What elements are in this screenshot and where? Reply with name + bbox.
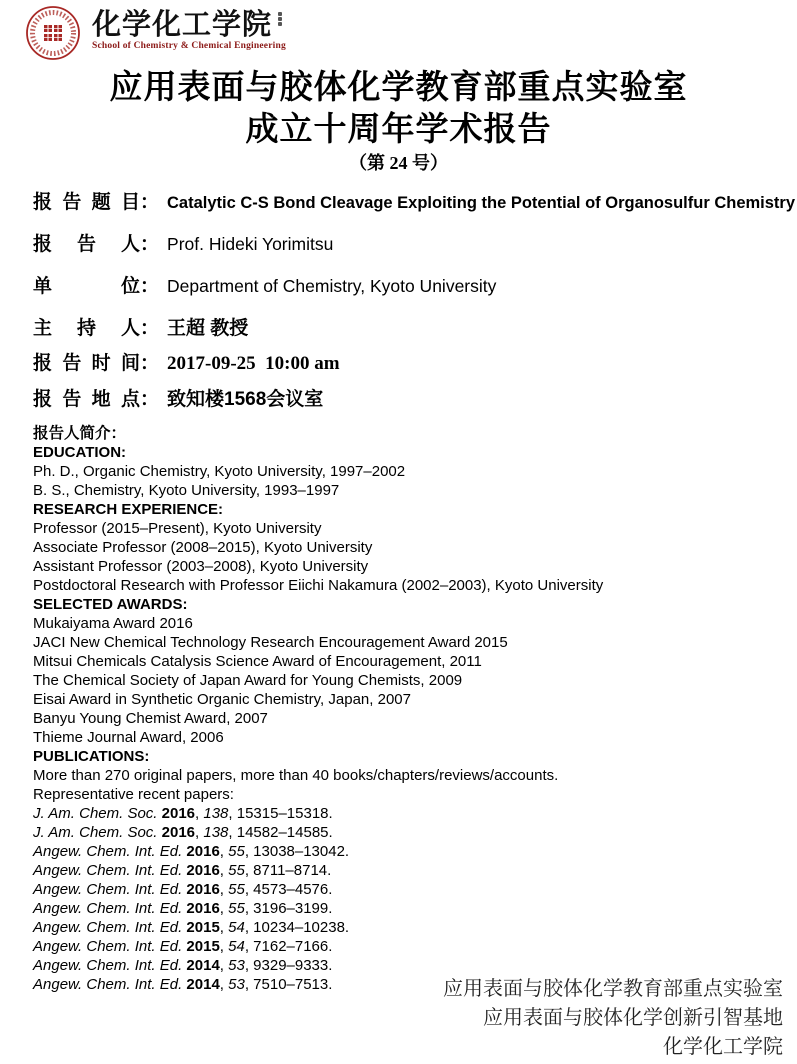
bio-line: More than 270 original papers, more than 40 books/chapters/reviews/accounts. [33,767,559,784]
publication-item [33,861,797,880]
bio-line: Professor (2015–Present), Kyoto University [33,520,322,537]
citation-segment: 54 [228,938,245,955]
bio-line: Mitsui Chemicals Catalysis Science Award of Encouragement, 2011 [33,653,482,670]
info-row-value: Catalytic C-S Bond Cleavage Exploiting the Potential of Organosulfur Chemistry [167,194,796,212]
info-row-colon: ： [140,234,160,255]
school-name-en: School of Chemistry & Chemical Engineering [92,41,286,51]
bio-line: B. S., Chemistry, Kyoto University, 1993–1997 [33,482,340,499]
citation-segment: Angew. Chem. Int. Ed. [33,976,183,993]
citation-segment: , 13038–13042. [244,843,350,860]
page-title-line2: 成立十周年学术报告 [245,110,552,147]
citation-segment: Angew. Chem. Int. Ed. [33,843,183,860]
citation-segment: , [219,881,229,898]
info-row-label: 报 告 人 [33,234,140,255]
publication-item [33,918,797,937]
footer-line: 化学化工学院 [663,1036,783,1058]
citation-segment: , [219,938,229,955]
info-row-colon: ： [140,389,160,410]
bio-line: Postdoctoral Research with Professor Eiichi Nakamura (2002–2003), Kyoto University [33,577,604,594]
citation-segment: , [219,957,229,974]
citation-segment: , [219,862,229,879]
info-row-colon: ： [140,276,160,297]
citation-segment: 2015 [186,938,220,955]
citation-segment: 2016 [186,900,220,917]
citation-segment: , 14582–14585. [228,824,333,841]
school-seal-svg [24,5,82,61]
citation-segment: , 7162–7166. [244,938,333,955]
citation-segment: , 15315–15318. [228,805,333,822]
bio-lines [33,443,797,804]
citation-segment: , [195,805,204,822]
info-row-value: Prof. Hideki Yorimitsu [167,234,334,254]
publication-item [33,899,797,918]
info-row [33,187,797,215]
info-row [33,229,797,257]
info-row-label: 单 位 [33,276,140,297]
publications-list [33,804,797,994]
info-row [33,348,797,376]
citation-segment: 55 [228,862,245,879]
info-row-label: 报告时间 [33,353,140,374]
citation-segment: 138 [203,805,229,822]
info-row-label: 报告题目 [33,192,140,213]
citation-segment: 2016 [161,824,196,841]
info-row-value: Department of Chemistry, Kyoto University [167,276,497,296]
bio-line: Banyu Young Chemist Award, 2007 [33,710,268,727]
citation-segment: , 8711–8714. [244,862,332,879]
bio-line: The Chemical Society of Japan Award for Young Chemists, 2009 [33,672,463,689]
info-row [33,384,797,412]
info-row-label: 主 持 人 [33,318,140,339]
footer-line: 应用表面与胶体化学教育部重点实验室 [443,978,783,1000]
seminar-info-rows [33,187,797,412]
citation-segment: Angew. Chem. Int. Ed. [33,938,183,955]
citation-segment: 55 [228,881,245,898]
bio-line: Representative recent papers: [33,786,234,803]
logo-text-block [92,5,286,51]
citation-segment: J. Am. Chem. Soc. [33,805,158,822]
citation-segment: 2016 [186,881,220,898]
citation-segment: , [219,843,229,860]
speaker-bio-section [33,424,797,994]
citation-segment: 2016 [161,805,196,822]
citation-segment: 54 [228,919,245,936]
bio-line: Mukaiyama Award 2016 [33,615,193,632]
citation-segment: 138 [203,824,229,841]
citation-segment: Angew. Chem. Int. Ed. [33,900,183,917]
publication-item [33,842,797,861]
citation-segment: Angew. Chem. Int. Ed. [33,957,183,974]
citation-segment: , 3196–3199. [244,900,333,917]
info-row [33,313,797,341]
bio-line: PUBLICATIONS: [33,748,150,765]
calligraphy-signature-mark [278,11,282,27]
citation-segment: 55 [228,900,245,917]
school-name-zh: 化学化工学院 [92,7,273,41]
bio-line: Assistant Professor (2003–2008), Kyoto University [33,558,369,575]
info-row-value: 王超 教授 [167,318,249,339]
bio-heading: 报告人简介： [33,425,127,442]
bio-line: SELECTED AWARDS: [33,596,188,613]
citation-segment: Angew. Chem. Int. Ed. [33,862,183,879]
publication-item [33,823,797,842]
info-row-colon: ： [140,353,160,374]
bio-line: RESEARCH EXPERIENCE: [33,501,224,518]
page-title-line1: 应用表面与胶体化学教育部重点实验室 [109,68,688,105]
bio-line: JACI New Chemical Technology Research Encouragement Award 2015 [33,634,508,651]
organizer-footer [443,975,783,1062]
info-row-value: 致知楼1568会议室 [167,389,324,410]
publication-item [33,880,797,899]
publication-item [33,956,797,975]
citation-segment: Angew. Chem. Int. Ed. [33,881,183,898]
bio-line: Associate Professor (2008–2015), Kyoto University [33,539,373,556]
citation-segment: , [219,976,229,993]
citation-segment: 2015 [186,919,220,936]
citation-segment: 2014 [186,976,220,993]
citation-segment: Angew. Chem. Int. Ed. [33,919,183,936]
citation-segment: , [219,919,229,936]
citation-segment: , 10234–10238. [244,919,350,936]
issue-number: （第 24 号） [349,153,448,173]
citation-segment: 55 [228,843,245,860]
info-row [33,271,797,299]
bio-line: EDUCATION: [33,444,127,461]
citation-segment: , [195,824,204,841]
info-row-colon: ： [140,192,160,213]
bio-line: Thieme Journal Award, 2006 [33,729,224,746]
info-row-colon: ： [140,318,160,339]
citation-segment: , 7510–7513. [244,976,333,993]
citation-segment: 2016 [186,843,220,860]
publication-item [33,937,797,956]
school-name-calligraphy-row [92,9,286,39]
logo-header [0,0,797,63]
citation-segment: 2014 [186,957,220,974]
citation-segment: , 9329–9333. [244,957,333,974]
bio-line: Eisai Award in Synthetic Organic Chemistry, Japan, 2007 [33,691,411,708]
publication-item [33,804,797,823]
title-block [0,66,797,174]
citation-segment: 2016 [186,862,220,879]
citation-segment: , [219,900,229,917]
bio-line: Ph. D., Organic Chemistry, Kyoto University, 1997–2002 [33,463,406,480]
school-seal-icon [24,5,82,66]
info-row-value: 2017-09-25 10:00 am [167,353,340,374]
citation-segment: J. Am. Chem. Soc. [33,824,158,841]
footer-line: 应用表面与胶体化学创新引智基地 [483,1007,783,1029]
citation-segment: , 4573–4576. [244,881,333,898]
info-row-label: 报告地点 [33,389,140,410]
citation-segment: 53 [228,957,245,974]
citation-segment: 53 [228,976,245,993]
